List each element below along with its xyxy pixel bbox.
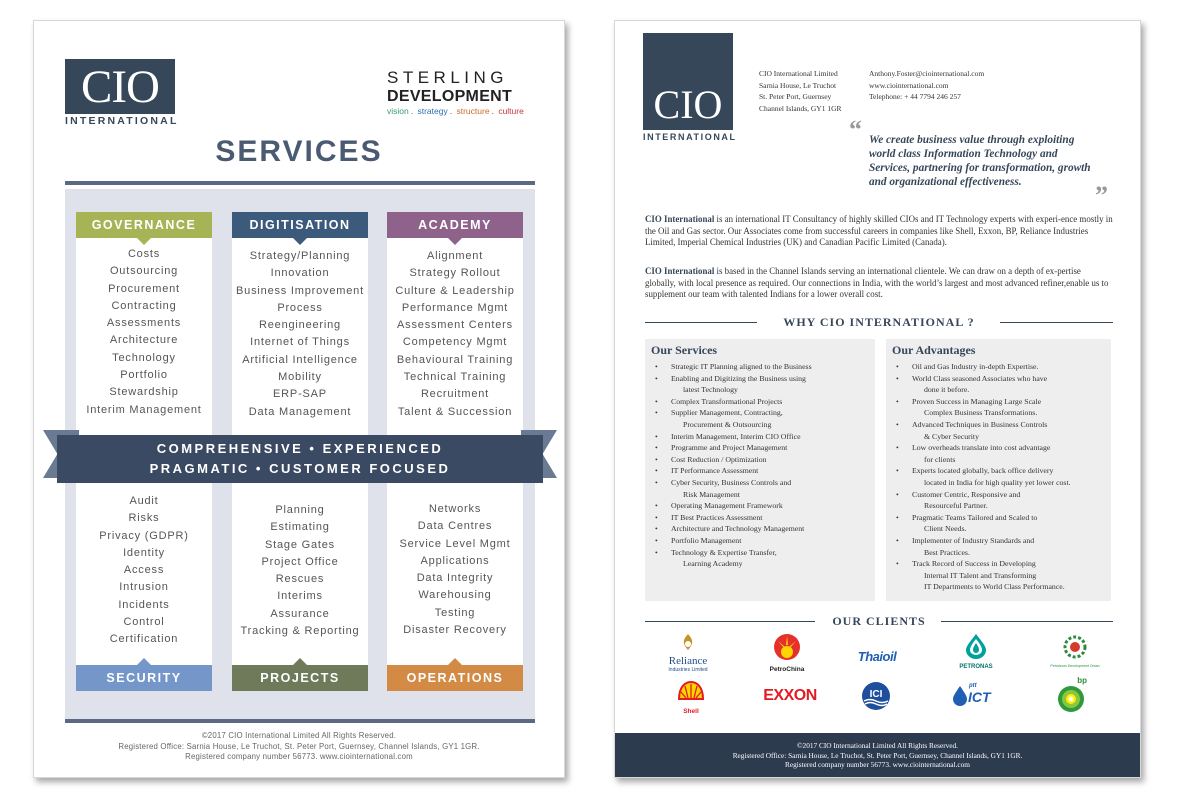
list-item: Assessment Centers bbox=[397, 319, 513, 332]
services-list bbox=[645, 361, 875, 570]
list-item: Certification bbox=[109, 633, 179, 646]
column-academy bbox=[387, 212, 523, 435]
list-item: Stage Gates bbox=[265, 538, 335, 551]
list-item: Performance Mgmt bbox=[401, 301, 509, 314]
divider bbox=[1000, 322, 1113, 323]
clients-heading: OUR CLIENTS bbox=[832, 614, 926, 628]
ribbon-line2: PRAGMATIC • CUSTOMER FOCUSED bbox=[149, 461, 451, 476]
list-item-text: Cost Reduction / Optimization bbox=[671, 454, 767, 464]
ribbon-band bbox=[57, 435, 543, 483]
list-item-continuation: Internal IT Talent and Transforming bbox=[924, 570, 1037, 580]
list-item-text: Architecture and Technology Management bbox=[671, 524, 805, 534]
list-item-text: Strategic IT Planning aligned to the Business bbox=[671, 362, 812, 371]
list-item: Intrusion bbox=[119, 581, 169, 594]
list-item-text: Pragmatic Teams Tailored and Scaled to bbox=[912, 512, 1038, 522]
heading-academy: ACADEMY bbox=[387, 212, 523, 238]
list-item: Innovation bbox=[270, 267, 330, 280]
ici-name: ICI bbox=[869, 689, 883, 700]
footer-address: Registered Office: Sarnia House, Le Truchot, St. Peter Port, Guernsey, Channel Islands, GY1 1GR. bbox=[732, 750, 1023, 760]
divider bbox=[941, 621, 1113, 622]
location-text: is based in the Channel Islands serving an international clientele. We can draw on a depth of ex-pertise globally, with local presence as required. Our connections in India, with the world’s largest and most advanced refiner,enable us to supplement our team with talented Indians for a lower overall cost. bbox=[645, 266, 1109, 300]
tag-strategy: strategy bbox=[417, 106, 448, 116]
ptt-ict-logo bbox=[949, 685, 999, 707]
list-item: Assessments bbox=[106, 317, 182, 330]
pdo-logo bbox=[1045, 635, 1105, 668]
list-item: Rescues bbox=[275, 573, 325, 586]
list-item: Tracking & Reporting bbox=[240, 625, 360, 638]
footer-address: Registered Office: Sarnia House, Le Truchot, St. Peter Port, Guernsey, Channel Islands, GY1 1GR. bbox=[118, 741, 480, 751]
divider bbox=[65, 181, 535, 185]
list-item-text: Oil and Gas Industry in-depth Expertise. bbox=[912, 362, 1039, 371]
list-item bbox=[896, 558, 1111, 593]
footer-registration: Registered company number 56773. www.ciointernational.com bbox=[185, 752, 413, 761]
list-item: Networks bbox=[428, 503, 482, 515]
list-item: Architecture bbox=[109, 334, 179, 347]
list-item: Audit bbox=[129, 495, 159, 507]
list-item-text: IT Best Practices Assessment bbox=[671, 512, 763, 522]
ici-roundel-icon bbox=[861, 681, 891, 711]
list-item: Data Management bbox=[248, 405, 352, 418]
footer bbox=[615, 733, 1140, 777]
list-item: Technology bbox=[112, 351, 176, 364]
list-item: Reengineering bbox=[259, 319, 341, 332]
list-item bbox=[896, 396, 1111, 419]
list-item-text: Operating Management Framework bbox=[671, 501, 783, 511]
list-item bbox=[655, 512, 875, 524]
list-item: Costs bbox=[127, 248, 161, 260]
list-item: Data Centres bbox=[417, 520, 493, 533]
list-item: Contracting bbox=[111, 299, 177, 312]
list-item: Artificial Intelligence bbox=[242, 353, 358, 366]
tag-sep: . bbox=[410, 106, 414, 116]
list-item: Interims bbox=[277, 590, 323, 603]
thaioil-logo bbox=[847, 649, 907, 664]
heading-digitisation: DIGITISATION bbox=[232, 212, 368, 238]
company-address bbox=[759, 68, 842, 114]
cio-logo-subtitle: INTERNATIONAL bbox=[643, 132, 737, 142]
list-item-continuation: IT Departments to World Class Performance. bbox=[924, 582, 1065, 592]
list-item: Disaster Recovery bbox=[403, 624, 507, 637]
contact-phone: Telephone: + 44 7794 246 257 bbox=[869, 92, 961, 101]
list-item: Incidents bbox=[118, 598, 170, 611]
values-ribbon bbox=[43, 430, 557, 484]
exxon-logo bbox=[755, 687, 825, 705]
bp-helios-icon bbox=[1057, 685, 1085, 713]
list-item: Stewardship bbox=[109, 386, 179, 399]
petrochina-name: PetroChina bbox=[769, 666, 805, 673]
sterling-line1: STERLING bbox=[387, 68, 509, 87]
list-item-text: Implementer of Industry Standards and bbox=[912, 535, 1035, 545]
cio-logo-subtitle: INTERNATIONAL bbox=[65, 115, 179, 127]
list-item-text: Interim Management, Interim CIO Office bbox=[671, 431, 801, 441]
list-item-text: Enabling and Digitizing the Business using bbox=[671, 373, 806, 383]
company-name: CIO International bbox=[645, 266, 715, 276]
list-item bbox=[896, 535, 1111, 558]
reliance-logo bbox=[653, 633, 723, 673]
shell-pecten-icon bbox=[677, 681, 705, 705]
address-line: Channel Islands, GY1 1GR bbox=[759, 103, 842, 113]
operations-items bbox=[387, 501, 523, 639]
divider bbox=[65, 719, 535, 723]
reliance-sub: Industries Limited bbox=[668, 667, 708, 673]
column-digitisation bbox=[232, 212, 368, 435]
why-heading: WHY CIO INTERNATIONAL ? bbox=[783, 315, 975, 329]
list-item: Mobility bbox=[278, 371, 322, 384]
petronas-logo bbox=[948, 633, 1004, 670]
advantages-panel bbox=[886, 339, 1111, 601]
heading-security: SECURITY bbox=[76, 665, 212, 691]
list-item: Testing bbox=[434, 606, 476, 619]
intro-paragraph bbox=[645, 214, 1113, 249]
exxon-name: EXXON bbox=[763, 687, 817, 704]
list-item: Business Improvement bbox=[236, 284, 364, 297]
list-item bbox=[655, 407, 875, 430]
bp-logo bbox=[1051, 677, 1091, 718]
list-item bbox=[655, 465, 875, 477]
list-item: Outsourcing bbox=[109, 265, 179, 278]
heading-operations: OPERATIONS bbox=[387, 665, 523, 691]
list-item bbox=[655, 396, 875, 408]
list-item bbox=[655, 523, 875, 535]
advantages-list bbox=[886, 361, 1111, 593]
list-item: Portfolio bbox=[120, 369, 168, 382]
footer bbox=[34, 731, 564, 763]
list-item bbox=[896, 361, 1111, 373]
list-item-text: Complex Transformational Projects bbox=[671, 396, 783, 406]
list-item: ERP-SAP bbox=[273, 388, 327, 401]
mission-quote: We create business value through exploiting world class Information Technology and Services, partnering for transformation, growth and organizational effectiveness. bbox=[869, 134, 1091, 188]
list-item: Service Level Mgmt bbox=[399, 537, 511, 550]
list-item-text: IT Performance Assessment bbox=[671, 466, 759, 476]
pdo-emblem-icon bbox=[1063, 635, 1087, 659]
governance-items bbox=[76, 246, 212, 419]
academy-items bbox=[387, 248, 523, 421]
list-item-text: Proven Success in Managing Large Scale bbox=[912, 396, 1042, 406]
list-item-continuation: latest Technology bbox=[683, 385, 738, 395]
list-item-continuation: Learning Academy bbox=[683, 559, 743, 569]
list-item bbox=[655, 442, 875, 454]
footer-copyright: ©2017 CIO International Limited All Rights Reserved. bbox=[797, 741, 958, 750]
list-item bbox=[896, 373, 1111, 396]
sterling-line2: DEVELOPMENT bbox=[387, 88, 513, 105]
ptt-ict-mark bbox=[949, 685, 999, 707]
petrochina-sun-icon bbox=[773, 633, 801, 661]
footer-copyright: ©2017 CIO International Limited All Rights Reserved. bbox=[201, 731, 397, 740]
list-item: Behavioural Training bbox=[396, 353, 514, 366]
petrochina-logo bbox=[759, 633, 815, 673]
list-item-text: Portfolio Management bbox=[671, 535, 742, 545]
list-item: Procurement bbox=[108, 282, 180, 295]
column-operations bbox=[387, 481, 523, 691]
list-item-continuation: for clients bbox=[924, 454, 956, 464]
address-line: CIO International Limited bbox=[759, 69, 838, 78]
list-item-continuation: done it before. bbox=[924, 385, 970, 395]
tag-sep: . bbox=[491, 106, 494, 116]
list-item: Competency Mgmt bbox=[402, 336, 508, 349]
digitisation-items bbox=[232, 248, 368, 421]
contact-email: Anthony.Foster@ciointernational.com bbox=[869, 69, 985, 78]
petronas-drop-icon bbox=[963, 633, 989, 659]
list-item-text: World Class seasoned Associates who have bbox=[912, 373, 1048, 383]
tag-culture: culture bbox=[498, 106, 524, 116]
address-line: St. Peter Port, Guernsey bbox=[759, 92, 832, 101]
list-item: Control bbox=[123, 616, 165, 629]
projects-items bbox=[232, 502, 368, 640]
list-item: Estimating bbox=[270, 521, 330, 534]
reliance-name: Reliance bbox=[668, 655, 708, 667]
petronas-name: PETRONAS bbox=[959, 664, 993, 670]
ptt-drop-icon bbox=[951, 685, 969, 707]
list-item: Technical Training bbox=[403, 371, 507, 384]
list-item: Assurance bbox=[270, 607, 330, 620]
list-item-text: Cyber Security, Business Controls and bbox=[671, 477, 792, 487]
list-item-continuation: Best Practices. bbox=[924, 547, 970, 557]
list-item-continuation: & Cyber Security bbox=[924, 431, 980, 441]
list-item: Recruitment bbox=[420, 388, 490, 401]
list-item-continuation: located in India for high quality yet lower cost. bbox=[924, 477, 1071, 487]
list-item bbox=[655, 547, 875, 570]
services-flyer-page bbox=[33, 20, 565, 778]
list-item: Project Office bbox=[261, 555, 339, 568]
list-item: Privacy (GDPR) bbox=[99, 529, 189, 542]
contact-website: www.ciointernational.com bbox=[869, 80, 949, 90]
heading-projects: PROJECTS bbox=[232, 665, 368, 691]
list-item bbox=[896, 442, 1111, 465]
page-title: SERVICES bbox=[215, 135, 383, 168]
footer-registration: Registered company number 56773. www.ciointernational.com bbox=[785, 760, 970, 770]
list-item-text: Advanced Techniques in Business Controls bbox=[912, 419, 1048, 429]
address-line: Sarnia House, Le Truchot bbox=[759, 80, 837, 90]
list-item bbox=[655, 361, 875, 373]
list-item-text: Technology & Expertise Transfer, bbox=[671, 547, 777, 557]
list-item-text: Low overheads translate into cost advantage bbox=[912, 443, 1051, 453]
list-item-text: Customer Centric, Responsive and bbox=[912, 489, 1021, 499]
tag-sep: . bbox=[449, 106, 453, 116]
close-quote-icon: ” bbox=[1095, 181, 1108, 210]
list-item: Warehousing bbox=[418, 589, 492, 602]
heading-governance: GOVERNANCE bbox=[76, 212, 212, 238]
ici-logo bbox=[861, 681, 891, 716]
intro-text: is an international IT Consultancy of highly skilled CIOs and IT Technology experts with experi-ence mostly in the Oil and Gas sector. Our Associates come from successful careers in companies like Shell, Exxon, BP, Reliance Industries Limited, Imperial Chemical Industries (UK) and Canadian Pacific Limited (Canada). bbox=[645, 214, 1113, 248]
column-security bbox=[76, 481, 212, 691]
services-panel bbox=[645, 339, 875, 601]
list-item: Strategy Rollout bbox=[409, 267, 501, 280]
list-item-continuation: Resourceful Partner. bbox=[924, 501, 988, 511]
open-quote-icon: “ bbox=[849, 115, 862, 144]
list-item bbox=[896, 489, 1111, 512]
list-item: Process bbox=[277, 301, 323, 314]
list-item bbox=[655, 373, 875, 396]
list-item-text: Supplier Management, Contracting, bbox=[671, 408, 783, 418]
advantages-title: Our Advantages bbox=[892, 343, 976, 357]
list-item bbox=[655, 500, 875, 512]
list-item-text: Programme and Project Management bbox=[671, 443, 788, 453]
list-item: Access bbox=[123, 564, 165, 577]
list-item: Data Integrity bbox=[416, 572, 494, 585]
list-item: Alignment bbox=[426, 250, 484, 262]
list-item bbox=[896, 419, 1111, 442]
list-item: Talent & Succession bbox=[397, 405, 513, 418]
list-item bbox=[896, 465, 1111, 488]
ptt-small: ptt bbox=[969, 683, 977, 689]
cio-logo: CIO bbox=[65, 59, 175, 114]
list-item-text: Track Record of Success in Developing bbox=[912, 559, 1036, 569]
list-item: Planning bbox=[275, 504, 325, 516]
ribbon-line1: COMPREHENSIVE • EXPERIENCED bbox=[156, 441, 444, 456]
list-item-continuation: Client Needs. bbox=[924, 524, 967, 534]
list-item: Internet of Things bbox=[250, 336, 350, 349]
company-name: CIO International bbox=[645, 214, 715, 224]
sterling-tagline bbox=[387, 106, 532, 117]
location-paragraph bbox=[645, 266, 1113, 301]
security-items bbox=[76, 493, 212, 649]
tag-vision: vision bbox=[387, 106, 409, 116]
list-item: Interim Management bbox=[86, 403, 202, 416]
shell-logo bbox=[673, 681, 709, 715]
list-item bbox=[896, 512, 1111, 535]
services-title: Our Services bbox=[651, 343, 718, 357]
list-item: Identity bbox=[123, 546, 165, 559]
thaioil-name: Thaioil bbox=[857, 649, 897, 664]
list-item bbox=[655, 431, 875, 443]
shell-name: Shell bbox=[683, 708, 699, 715]
list-item bbox=[655, 454, 875, 466]
sterling-development-logo bbox=[387, 69, 532, 117]
column-projects bbox=[232, 481, 368, 691]
list-item-continuation: Procurement & Outsourcing bbox=[683, 419, 772, 429]
company-profile-page bbox=[614, 20, 1141, 778]
pdo-name: Petroleum Development Oman bbox=[1050, 664, 1100, 668]
list-item: Strategy/Planning bbox=[249, 250, 351, 262]
contact-info bbox=[869, 68, 984, 103]
list-item bbox=[655, 535, 875, 547]
list-item-continuation: Complex Business Transformations. bbox=[924, 408, 1038, 418]
list-item-text: Experts located globally, back office delivery bbox=[912, 466, 1054, 476]
cio-logo: CIO bbox=[643, 33, 733, 130]
tag-structure: structure bbox=[456, 106, 490, 116]
list-item: Applications bbox=[420, 554, 490, 567]
reliance-flame-icon bbox=[677, 633, 699, 651]
bp-name: bp bbox=[1077, 676, 1087, 685]
list-item: Risks bbox=[128, 512, 160, 525]
list-item: Culture & Leadership bbox=[395, 284, 515, 297]
list-item-continuation: Risk Management bbox=[683, 489, 740, 499]
ptt-ict-name: ICT bbox=[968, 689, 991, 705]
column-governance bbox=[76, 212, 212, 435]
list-item bbox=[655, 477, 875, 500]
